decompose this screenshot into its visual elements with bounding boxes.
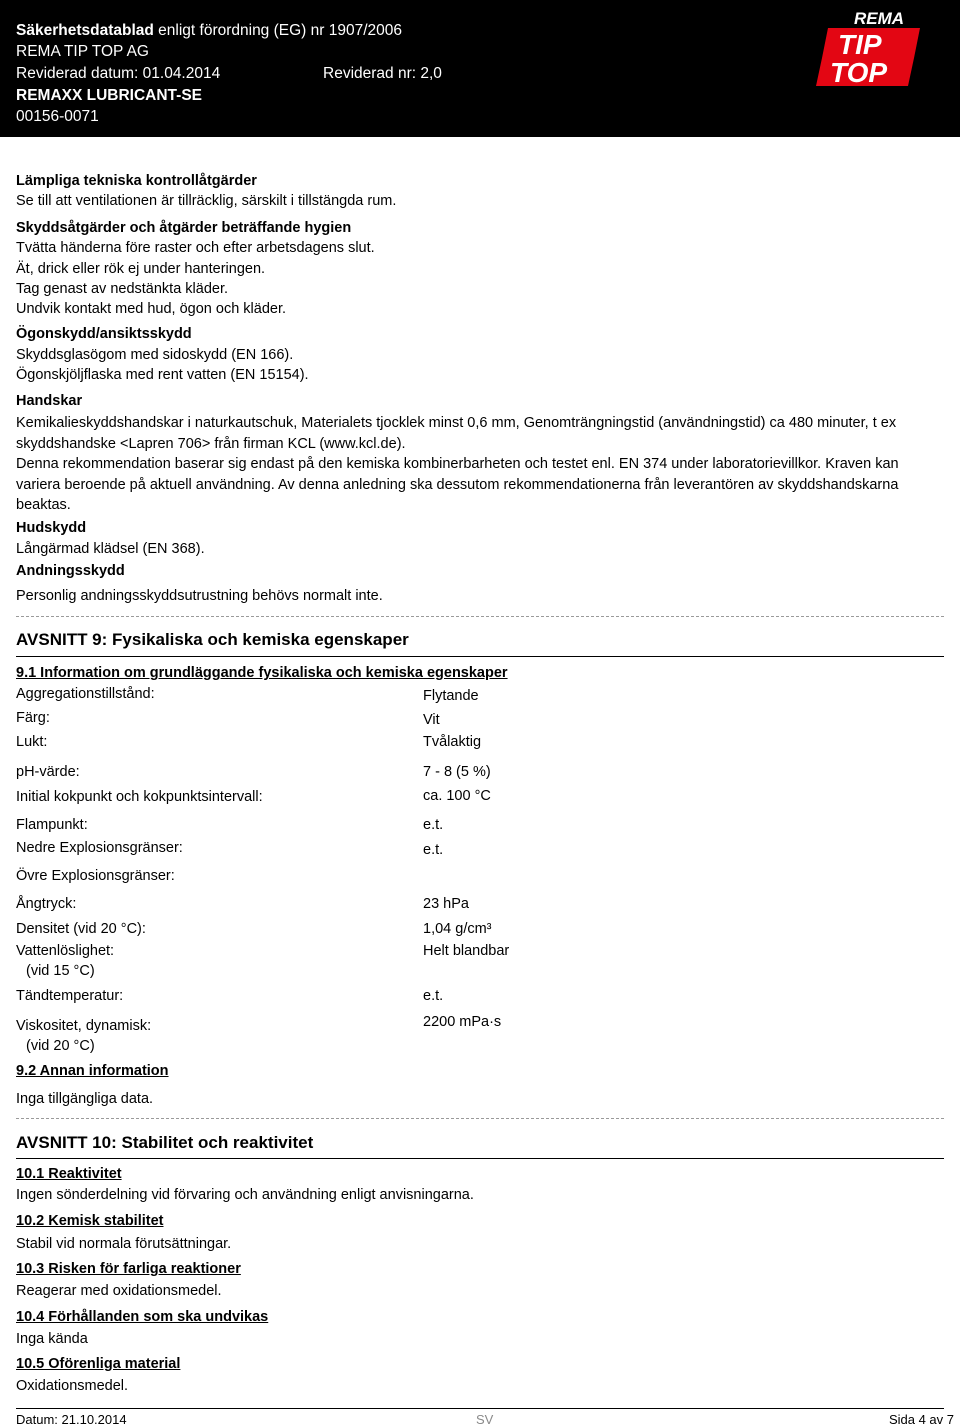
logo-tip-text: TIP: [838, 29, 882, 60]
property-value: Flytande: [423, 688, 479, 704]
footer-page-number: Sida 4 av 7: [888, 1412, 954, 1427]
hygiene-line: Undvik kontakt med hud, ögon och kläder.: [16, 301, 287, 317]
property-label: Nedre Explosionsgränser:: [16, 840, 183, 856]
subsection-10-1-text: Ingen sönderdelning vid förvaring och användning enligt anvisningarna.: [16, 1187, 474, 1203]
property-value: Helt blandbar: [423, 943, 510, 959]
subsection-10-3-text: Reagerar med oxidationsmedel.: [16, 1283, 222, 1299]
property-label: Vattenlöslighet:: [16, 943, 115, 959]
property-value: ca. 100 °C: [423, 788, 491, 804]
section-10-rule: [16, 1158, 944, 1159]
property-label-condition: (vid 15 °C): [26, 963, 95, 979]
property-label: Viskositet, dynamisk:: [16, 1018, 152, 1034]
subsection-9-1-heading: 9.1 Information om grundläggande fysikaliska och kemiska egenskaper: [16, 665, 508, 681]
respiratory-heading: Andningsskydd: [16, 563, 125, 579]
subsection-10-2-heading: 10.2 Kemisk stabilitet: [16, 1213, 164, 1229]
hygiene-line: Ät, drick eller rök ej under hanteringen.: [16, 261, 266, 277]
property-label: Densitet (vid 20 °C):: [16, 921, 146, 937]
gloves-text-2: Denna rekommendation baserar sig endast på den kemiska kombinerbarheten och testet enl. EN 374 under laboratorievillkor. Kraven kan variera beroende på aktuell användning. Av denna anledning ska dessutom rekommendationerna från leverantören av skyddshandskarna beaktas.: [16, 456, 899, 513]
property-value: e.t.: [423, 988, 444, 1004]
property-value: Vit: [423, 712, 440, 728]
property-value: 2200 mPa·s: [423, 1014, 502, 1030]
property-label: Tändtemperatur:: [16, 988, 124, 1004]
section-divider: [16, 1118, 944, 1119]
subsection-10-4-heading: 10.4 Förhållanden som ska undvikas: [16, 1309, 269, 1325]
subsection-10-1-heading: 10.1 Reaktivitet: [16, 1166, 122, 1182]
section-10-title: AVSNITT 10: Stabilitet och reaktivitet: [16, 1133, 314, 1152]
section-9-title: AVSNITT 9: Fysikaliska och kemiska egenskaper: [16, 630, 409, 649]
eng-controls-heading: Lämpliga tekniska kontrollåtgärder: [16, 173, 257, 189]
skin-protection-heading: Hudskydd: [16, 520, 87, 536]
document-title: Säkerhetsdatablad enligt förordning (EG) nr 1907/2006: [16, 22, 402, 39]
skin-protection-text: Långärmad klädsel (EN 368).: [16, 541, 205, 557]
subsection-10-5-text: Oxidationsmedel.: [16, 1378, 129, 1394]
section-divider: [16, 616, 944, 617]
footer-language: SV: [476, 1412, 494, 1427]
revision-number: Reviderad nr: 2,0: [323, 65, 442, 82]
gloves-text-1: Kemikalieskyddshandskar i naturkautschuk, Materialets tjocklek minst 0,6 mm, Genomträngningstid (användningstid) ca 480 minuter, t ex skyddshandske <Lapren 706> från firman KCL (www.kcl.de).: [16, 415, 897, 452]
subsection-10-2-text: Stabil vid normala förutsättningar.: [16, 1236, 232, 1252]
gloves-heading: Handskar: [16, 393, 83, 409]
property-label: Aggregationstillstånd:: [16, 686, 155, 702]
subsection-9-2-heading: 9.2 Annan information: [16, 1063, 169, 1079]
eye-protection-heading: Ögonskydd/ansiktsskydd: [16, 326, 192, 342]
property-label: Lukt:: [16, 734, 48, 750]
respiratory-text: Personlig andningsskyddsutrustning behövs normalt inte.: [16, 588, 383, 604]
eye-protection-line: Skyddsglasögom med sidoskydd (EN 166).: [16, 347, 294, 363]
logo-rema-text: REMA: [854, 9, 905, 28]
property-value: 23 hPa: [423, 896, 469, 912]
eye-protection-line: Ögonskjöljflaska med rent vatten (EN 15154).: [16, 367, 309, 383]
section-9-rule: [16, 656, 944, 657]
subsection-9-2-text: Inga tillgängliga data.: [16, 1091, 154, 1107]
property-value: e.t.: [423, 842, 444, 858]
product-name: REMAXX LUBRICANT-SE: [16, 87, 203, 104]
revised-date: Reviderad datum: 01.04.2014: [16, 65, 221, 82]
hygiene-line: Tag genast av nedstänkta kläder.: [16, 281, 229, 297]
property-value: 1,04 g/cm³: [423, 921, 492, 937]
subsection-10-4-text: Inga kända: [16, 1331, 88, 1347]
property-value: e.t.: [423, 817, 444, 833]
property-value: 7 - 8 (5 %): [423, 764, 491, 780]
footer-date: Datum: 21.10.2014: [16, 1412, 127, 1427]
property-label-condition: (vid 20 °C): [26, 1038, 95, 1054]
product-number: 00156-0071: [16, 108, 99, 125]
subsection-10-5-heading: 10.5 Oförenliga material: [16, 1356, 181, 1372]
company-name: REMA TIP TOP AG: [16, 43, 149, 60]
property-label: Initial kokpunkt och kokpunktsintervall:: [16, 789, 263, 805]
hygiene-line: Tvätta händerna före raster och efter arbetsdagens slut.: [16, 240, 375, 256]
property-label: Flampunkt:: [16, 817, 88, 833]
property-label: Övre Explosionsgränser:: [16, 868, 175, 884]
eng-controls-text: Se till att ventilationen är tillräcklig, särskilt i tillstängda rum.: [16, 193, 397, 209]
logo-top-text: TOP: [830, 57, 888, 88]
property-label: Ångtryck:: [16, 896, 77, 912]
property-label: Färg:: [16, 710, 50, 726]
property-label: pH-värde:: [16, 764, 80, 780]
hygiene-heading: Skyddsåtgärder och åtgärder beträffande hygien: [16, 220, 352, 236]
subsection-10-3-heading: 10.3 Risken för farliga reaktioner: [16, 1261, 241, 1277]
footer-rule: [16, 1408, 944, 1409]
rema-tip-top-logo: [814, 4, 954, 90]
property-value: Tvålaktig: [423, 734, 482, 750]
